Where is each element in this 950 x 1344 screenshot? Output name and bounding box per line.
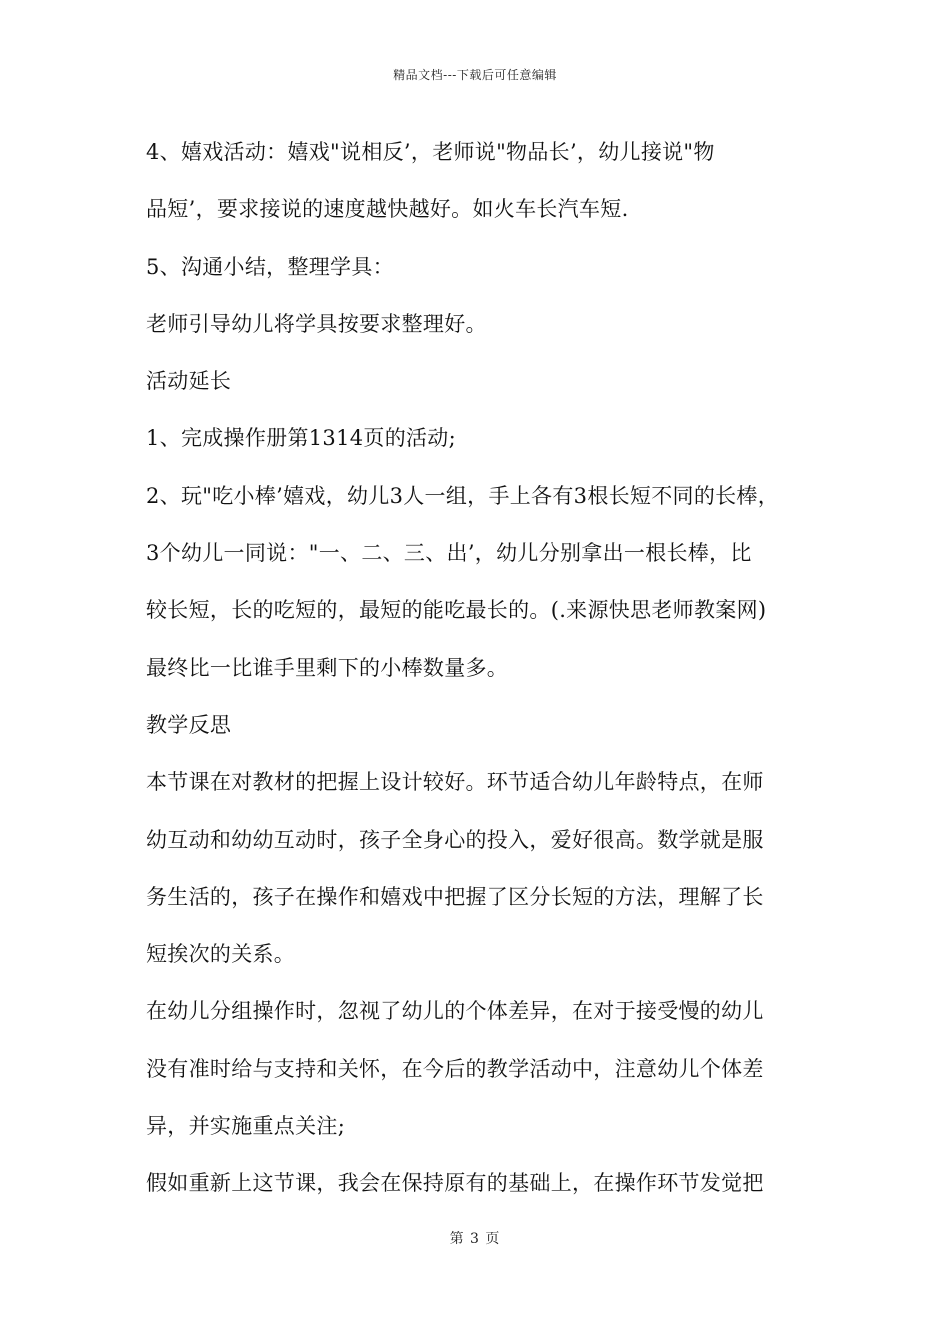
- text-line: 假如重新上这节课，我会在保持原有的基础上，在操作环节发觉把: [146, 1171, 764, 1196]
- text-line: 老师引导幼儿将学具按要求整理好。: [146, 311, 487, 336]
- text-line: 5、沟通小结，整理学具：: [146, 254, 394, 279]
- text-line: 本节课在对教材的把握上设计较好。环节适合幼儿年龄特点，在师: [146, 770, 764, 795]
- text-line: 4、嬉戏活动：嬉戏"说相反’，老师说"物品长’，幼儿接说"物: [146, 140, 715, 164]
- text-line: 2、玩"吃小棒’嬉戏，幼儿3人一组，手上各有3根长短不同的长棒，: [146, 483, 780, 508]
- text-line: 没有准时给与支持和关怀，在今后的教学活动中，注意幼儿个体差: [146, 1056, 764, 1081]
- page-header: 精品文档---下载后可任意编辑: [393, 68, 557, 82]
- section-heading-activity-extension: 活动延长: [146, 369, 232, 394]
- text-line: 短挨次的关系。: [146, 942, 296, 967]
- text-line: 务生活的，孩子在操作和嬉戏中把握了区分长短的方法，理解了长: [146, 884, 764, 909]
- text-line: 1、完成操作册第1314页的活动;: [146, 426, 456, 451]
- text-line: 最终比一比谁手里剩下的小棒数量多。: [146, 655, 509, 680]
- section-heading-teaching-reflection: 教学反思: [146, 712, 232, 737]
- text-line: 异，并实施重点关注;: [146, 1114, 346, 1139]
- text-line: 较长短，长的吃短的，最短的能吃最长的。(.来源快思老师教案网): [146, 598, 767, 623]
- body-text: [146, 130, 826, 1219]
- page-number: 第 3 页: [449, 1231, 501, 1247]
- text-line: 品短’，要求接说的速度越快越好。如火车长汽车短.: [146, 197, 629, 222]
- text-line: 3个幼儿一同说："一、二、三、出’，幼儿分别拿出一根长棒，比: [146, 541, 752, 566]
- text-line: 在幼儿分组操作时，忽视了幼儿的个体差异，在对于接受慢的幼儿: [146, 999, 764, 1024]
- text-line: 幼互动和幼幼互动时，孩子全身心的投入，爱好很高。数学就是服: [146, 827, 764, 852]
